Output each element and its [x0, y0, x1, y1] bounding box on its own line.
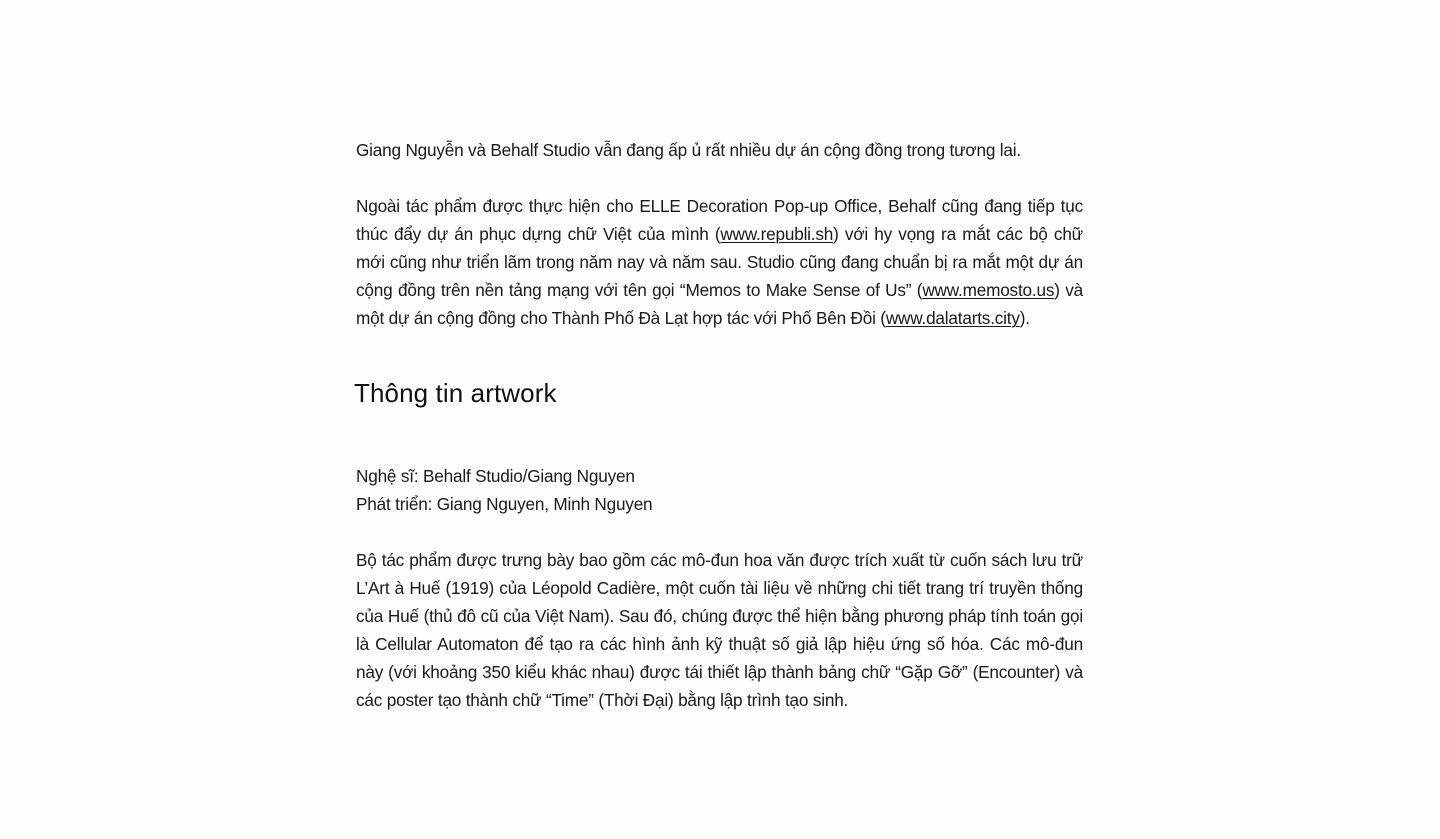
dalatarts-link[interactable]: www.dalatarts.city [885, 308, 1020, 328]
projects-text-4: ). [1019, 308, 1030, 328]
artwork-description: Bộ tác phẩm được trưng bày bao gồm các mô-đun hoa văn được trích xuất từ cuốn sách lưu trữ L’Art à Huế (1919) của Léopold Cadière, một cuốn tài liệu về những chi tiết trang trí truyền thống của Huế (thủ đô cũ của Việt Nam). Sau đó, chúng được thể hiện bằng phương pháp tính toán gọi là Cellular Automaton để tạo ra các hình ảnh kỹ thuật số giả lập hiệu ứng số hóa. Các mô-đun này (với khoảng 350 kiểu khác nhau) được tái thiết lập thành bảng chữ “Gặp Gỡ” (Encounter) và các poster tạo thành chữ “Time” (Thời Đại) bằng lập trình tạo sinh. [356, 550, 1083, 710]
projects-text-3: ) và một dự án cộng đồng cho Thành Phố Đà Lạt hợp tác với Phố Bên Đồi ( [356, 280, 1084, 328]
projects-paragraph [356, 192, 1083, 332]
article-body [356, 136, 1083, 714]
artwork-info-heading: Thông tin artwork [354, 378, 557, 408]
developer-credit: Phát triển: Giang Nguyen, Minh Nguyen [356, 494, 653, 514]
artist-credit: Nghệ sĩ: Behalf Studio/Giang Nguyen [356, 466, 635, 486]
intro-paragraph: Giang Nguyễn và Behalf Studio vẫn đang ấp ủ rất nhiều dự án cộng đồng trong tương lai. [356, 140, 1021, 160]
projects-text-1: Ngoài tác phẩm được thực hiện cho ELLE Decoration Pop-up Office, Behalf cũng đang tiếp tục thúc đẩy dự án phục dựng chữ Việt của mình ( [356, 196, 1083, 244]
artwork-credits [356, 462, 1083, 518]
memosto-link[interactable]: www.memosto.us [922, 280, 1055, 300]
republi-link[interactable]: www.republi.sh [720, 224, 834, 244]
projects-text-2: ) với hy vọng ra mắt các bộ chữ mới cũng như triển lãm trong năm nay và năm sau. Studio cũng đang chuẩn bị ra mắt một dự án cộng đồng trên nền tảng mạng với tên gọi “Memos to Make Sense of Us” ( [356, 224, 1083, 300]
